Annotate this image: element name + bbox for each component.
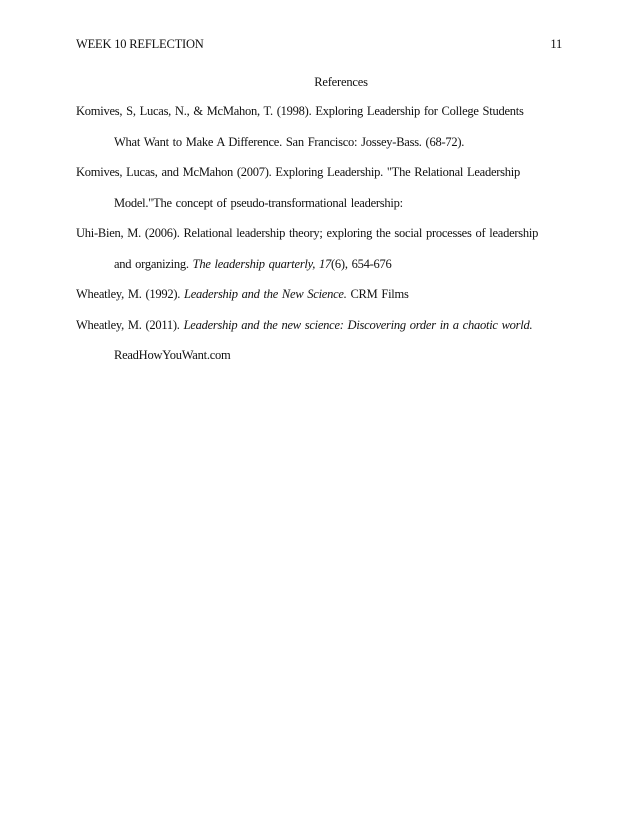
reference-line <box>76 157 562 188</box>
reference-line <box>76 249 562 280</box>
journal-title: The leadership quarterly, 17 <box>192 256 332 271</box>
work-title: Leadership and the New Science. <box>184 287 347 301</box>
reference-text: Komives, S, Lucas, N., & McMahon, T. (1998). Exploring Leadership for College Students <box>76 104 524 118</box>
reference-text: CRM Films <box>346 287 409 301</box>
running-head <box>76 37 562 55</box>
reference-line <box>76 188 562 219</box>
reference-list <box>76 96 562 371</box>
work-title: Leadership and the new science: Discovering order in a chaotic world. <box>183 317 533 332</box>
reference-line <box>76 310 562 341</box>
reference-entry <box>76 310 562 371</box>
reference-line <box>76 96 562 127</box>
reference-text: and organizing. <box>114 256 193 271</box>
reference-text: Wheatley, M. (1992). <box>76 287 185 301</box>
reference-entry <box>76 218 562 279</box>
reference-entry <box>76 96 562 157</box>
reference-text: Model."The concept of pseudo-transformational leadership: <box>114 195 403 210</box>
reference-line <box>76 218 562 249</box>
reference-line <box>76 279 562 310</box>
reference-entry <box>76 279 562 310</box>
page-number: 11 <box>550 37 562 51</box>
reference-text: Uhi-Bien, M. (2006). Relational leadership theory; exploring the social processes of leadership <box>76 226 539 240</box>
reference-text: Wheatley, M. (2011). <box>76 317 184 332</box>
running-head-title: WEEK 10 REFLECTION <box>76 37 204 51</box>
reference-text: ReadHowYouWant.com <box>114 348 231 362</box>
reference-text: What Want to Make A Difference. San Francisco: Jossey-Bass. (68-72). <box>114 134 465 149</box>
references-heading: References <box>314 75 368 89</box>
reference-line <box>76 340 562 371</box>
reference-line <box>76 127 562 158</box>
reference-text: Komives, Lucas, and McMahon (2007). Exploring Leadership. "The Relational Leadership <box>76 165 521 179</box>
reference-text: (6), 654-676 <box>331 256 392 271</box>
reference-entry <box>76 157 562 218</box>
